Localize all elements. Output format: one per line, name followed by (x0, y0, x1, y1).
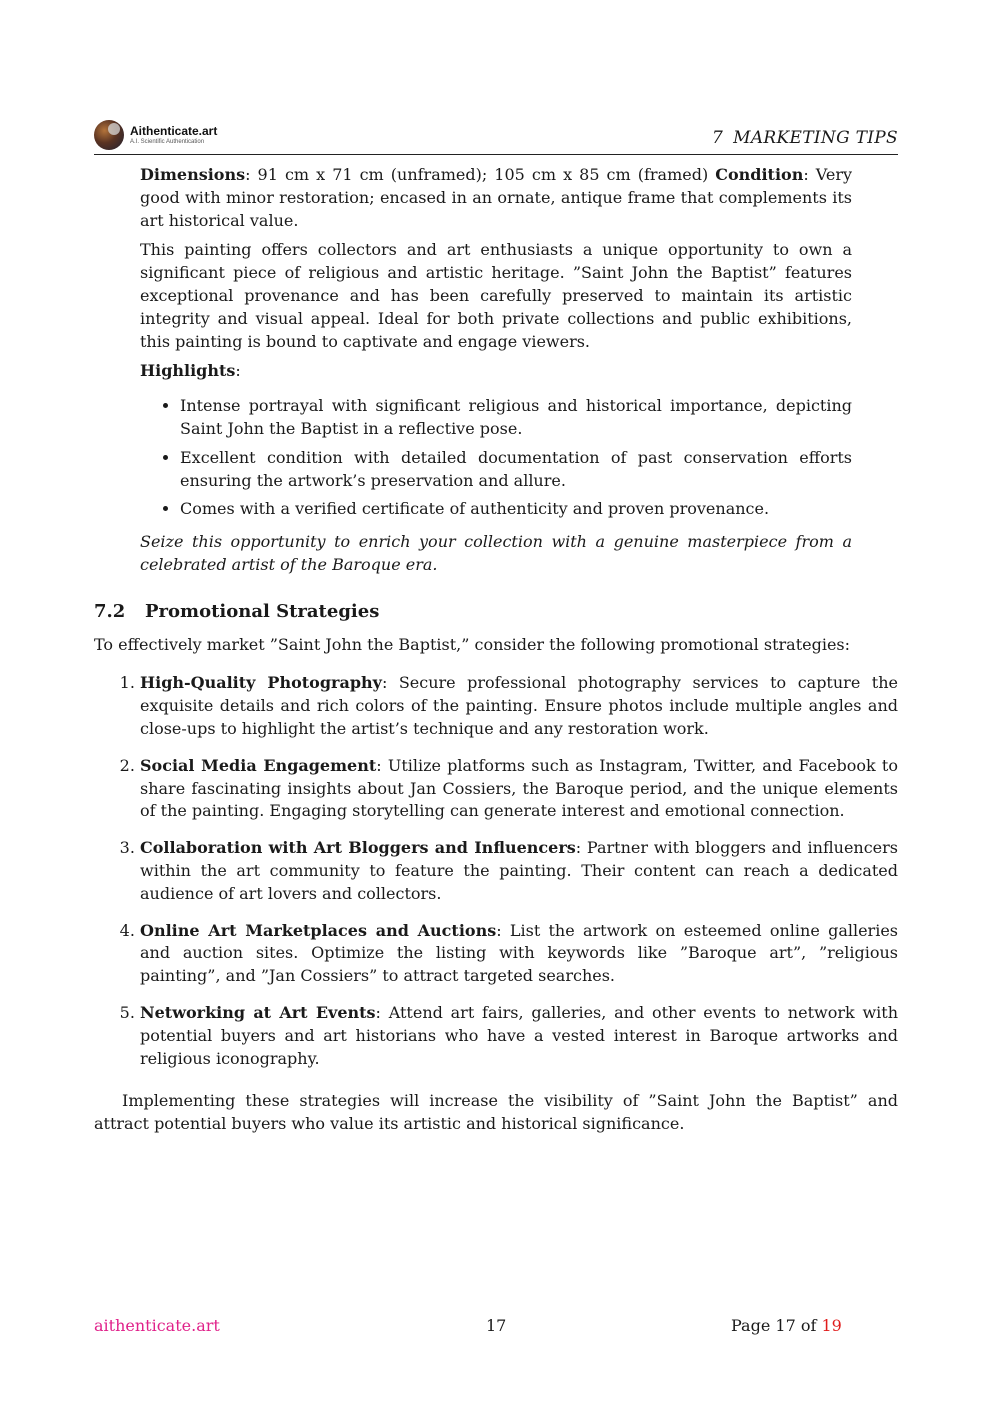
strategy-text: : Utilize platforms such as Instagram, Twitter, and Facebook to share fascinating insights about Jan Cossiers, the Baroque period, and the unique elements of the painting. Engaging storytelling can generate interest and emotional connection. (140, 755, 898, 821)
section-number: 7.2 (94, 600, 126, 622)
footer-page-total[interactable]: 19 (821, 1316, 842, 1335)
strategy-title: Networking at Art Events (140, 1002, 376, 1022)
list-item (140, 837, 898, 905)
highlights-label: Highlights (140, 361, 236, 381)
condition-value: : Very good with minor restoration; encased in an ornate, antique frame that complements its art historical value. (140, 165, 853, 230)
page-content (94, 164, 898, 1143)
highlights-heading: Highlights: (140, 361, 241, 381)
strategy-text: : Attend art fairs, galleries, and other events to network with potential buyers and art historians who have a vested interest in Baroque artworks and religious iconography. (140, 1002, 899, 1068)
running-head (712, 128, 898, 148)
footer-page-number: 17 (486, 1316, 507, 1335)
running-head-number: 7 (712, 128, 724, 148)
list-item (140, 755, 898, 823)
highlights-list (140, 395, 852, 521)
list-item: • Intense portrayal with significant religious and historical importance, depicting Saint John the Baptist in a reflective pose. (180, 395, 852, 441)
section-heading (94, 601, 898, 624)
footer-site-link[interactable]: aithenticate.art (94, 1316, 220, 1335)
details-paragraph (140, 164, 852, 232)
logo (94, 120, 217, 150)
list-item (140, 672, 898, 740)
listing-block (140, 164, 852, 577)
list-item: • Excellent condition with detailed documentation of past conservation efforts ensuring the artwork’s preservation and allure. (180, 447, 852, 493)
running-head-title: MARKETING TIPS (733, 128, 898, 148)
footer-page-count (731, 1316, 842, 1335)
dimensions-value: : 91 cm x 71 cm (unframed); 105 cm x 85 cm (framed) (245, 165, 716, 184)
description-paragraph: This painting offers collectors and art enthusiasts a unique opportunity to own a significant piece of religious and artistic heritage. ”Saint John the Baptist” features exceptional provenance and has been carefully preserved to maintain its artistic integrity and visual appeal. Ideal for both private collections and public exhibitions, this painting is bound to captivate and engage viewers. (140, 240, 852, 351)
strategy-text: : List the artwork on esteemed online galleries and auction sites. Optimize the listing with keywords like ”Baroque art”, ”religious painting”, and ”Jan Cossiers” to attract targeted searches. (140, 920, 899, 986)
closing-tagline: Seize this opportunity to enrich your collection with a genuine masterpiece from a celebrated artist of the Baroque era. (140, 532, 852, 574)
strategy-text: : Secure professional photography services to capture the exquisite details and rich colors of the painting. Ensure photos include multiple angles and close-ups to highlight the artist’s technique and any restoration work. (140, 673, 898, 738)
page-header (94, 118, 898, 155)
list-item: • Comes with a verified certificate of authenticity and proven provenance. (180, 498, 852, 521)
list-item (140, 920, 898, 988)
section-intro: To effectively market ”Saint John the Baptist,” consider the following promotional strategies: (94, 634, 851, 654)
logo-tagline: A.I. Scientific Authentication (130, 139, 205, 145)
logo-name: Aithenticate.art (130, 124, 218, 138)
strategy-title: Collaboration with Art Bloggers and Influencers (140, 838, 576, 858)
strategy-text: : Partner with bloggers and influencers within the art community to feature the painting. Their content can reach a dedicated audience of art lovers and collectors. (140, 838, 899, 903)
footer-page-prefix: Page 17 of (731, 1316, 822, 1335)
section-title: Promotional Strategies (145, 600, 380, 622)
dimensions-label: Dimensions (140, 165, 246, 184)
strategy-title: Online Art Marketplaces and Auctions (140, 920, 497, 940)
strategy-title: High-Quality Photography (140, 673, 382, 693)
strategies-list (94, 672, 898, 1070)
closing-paragraph: Implementing these strategies will increase the visibility of ”Saint John the Baptist” and attract potential buyers who value its artistic and historical significance. (94, 1091, 898, 1134)
condition-label: Condition (715, 165, 804, 184)
list-item (140, 1002, 898, 1070)
logo-mark-icon (94, 120, 124, 150)
strategy-title: Social Media Engagement (140, 755, 377, 775)
